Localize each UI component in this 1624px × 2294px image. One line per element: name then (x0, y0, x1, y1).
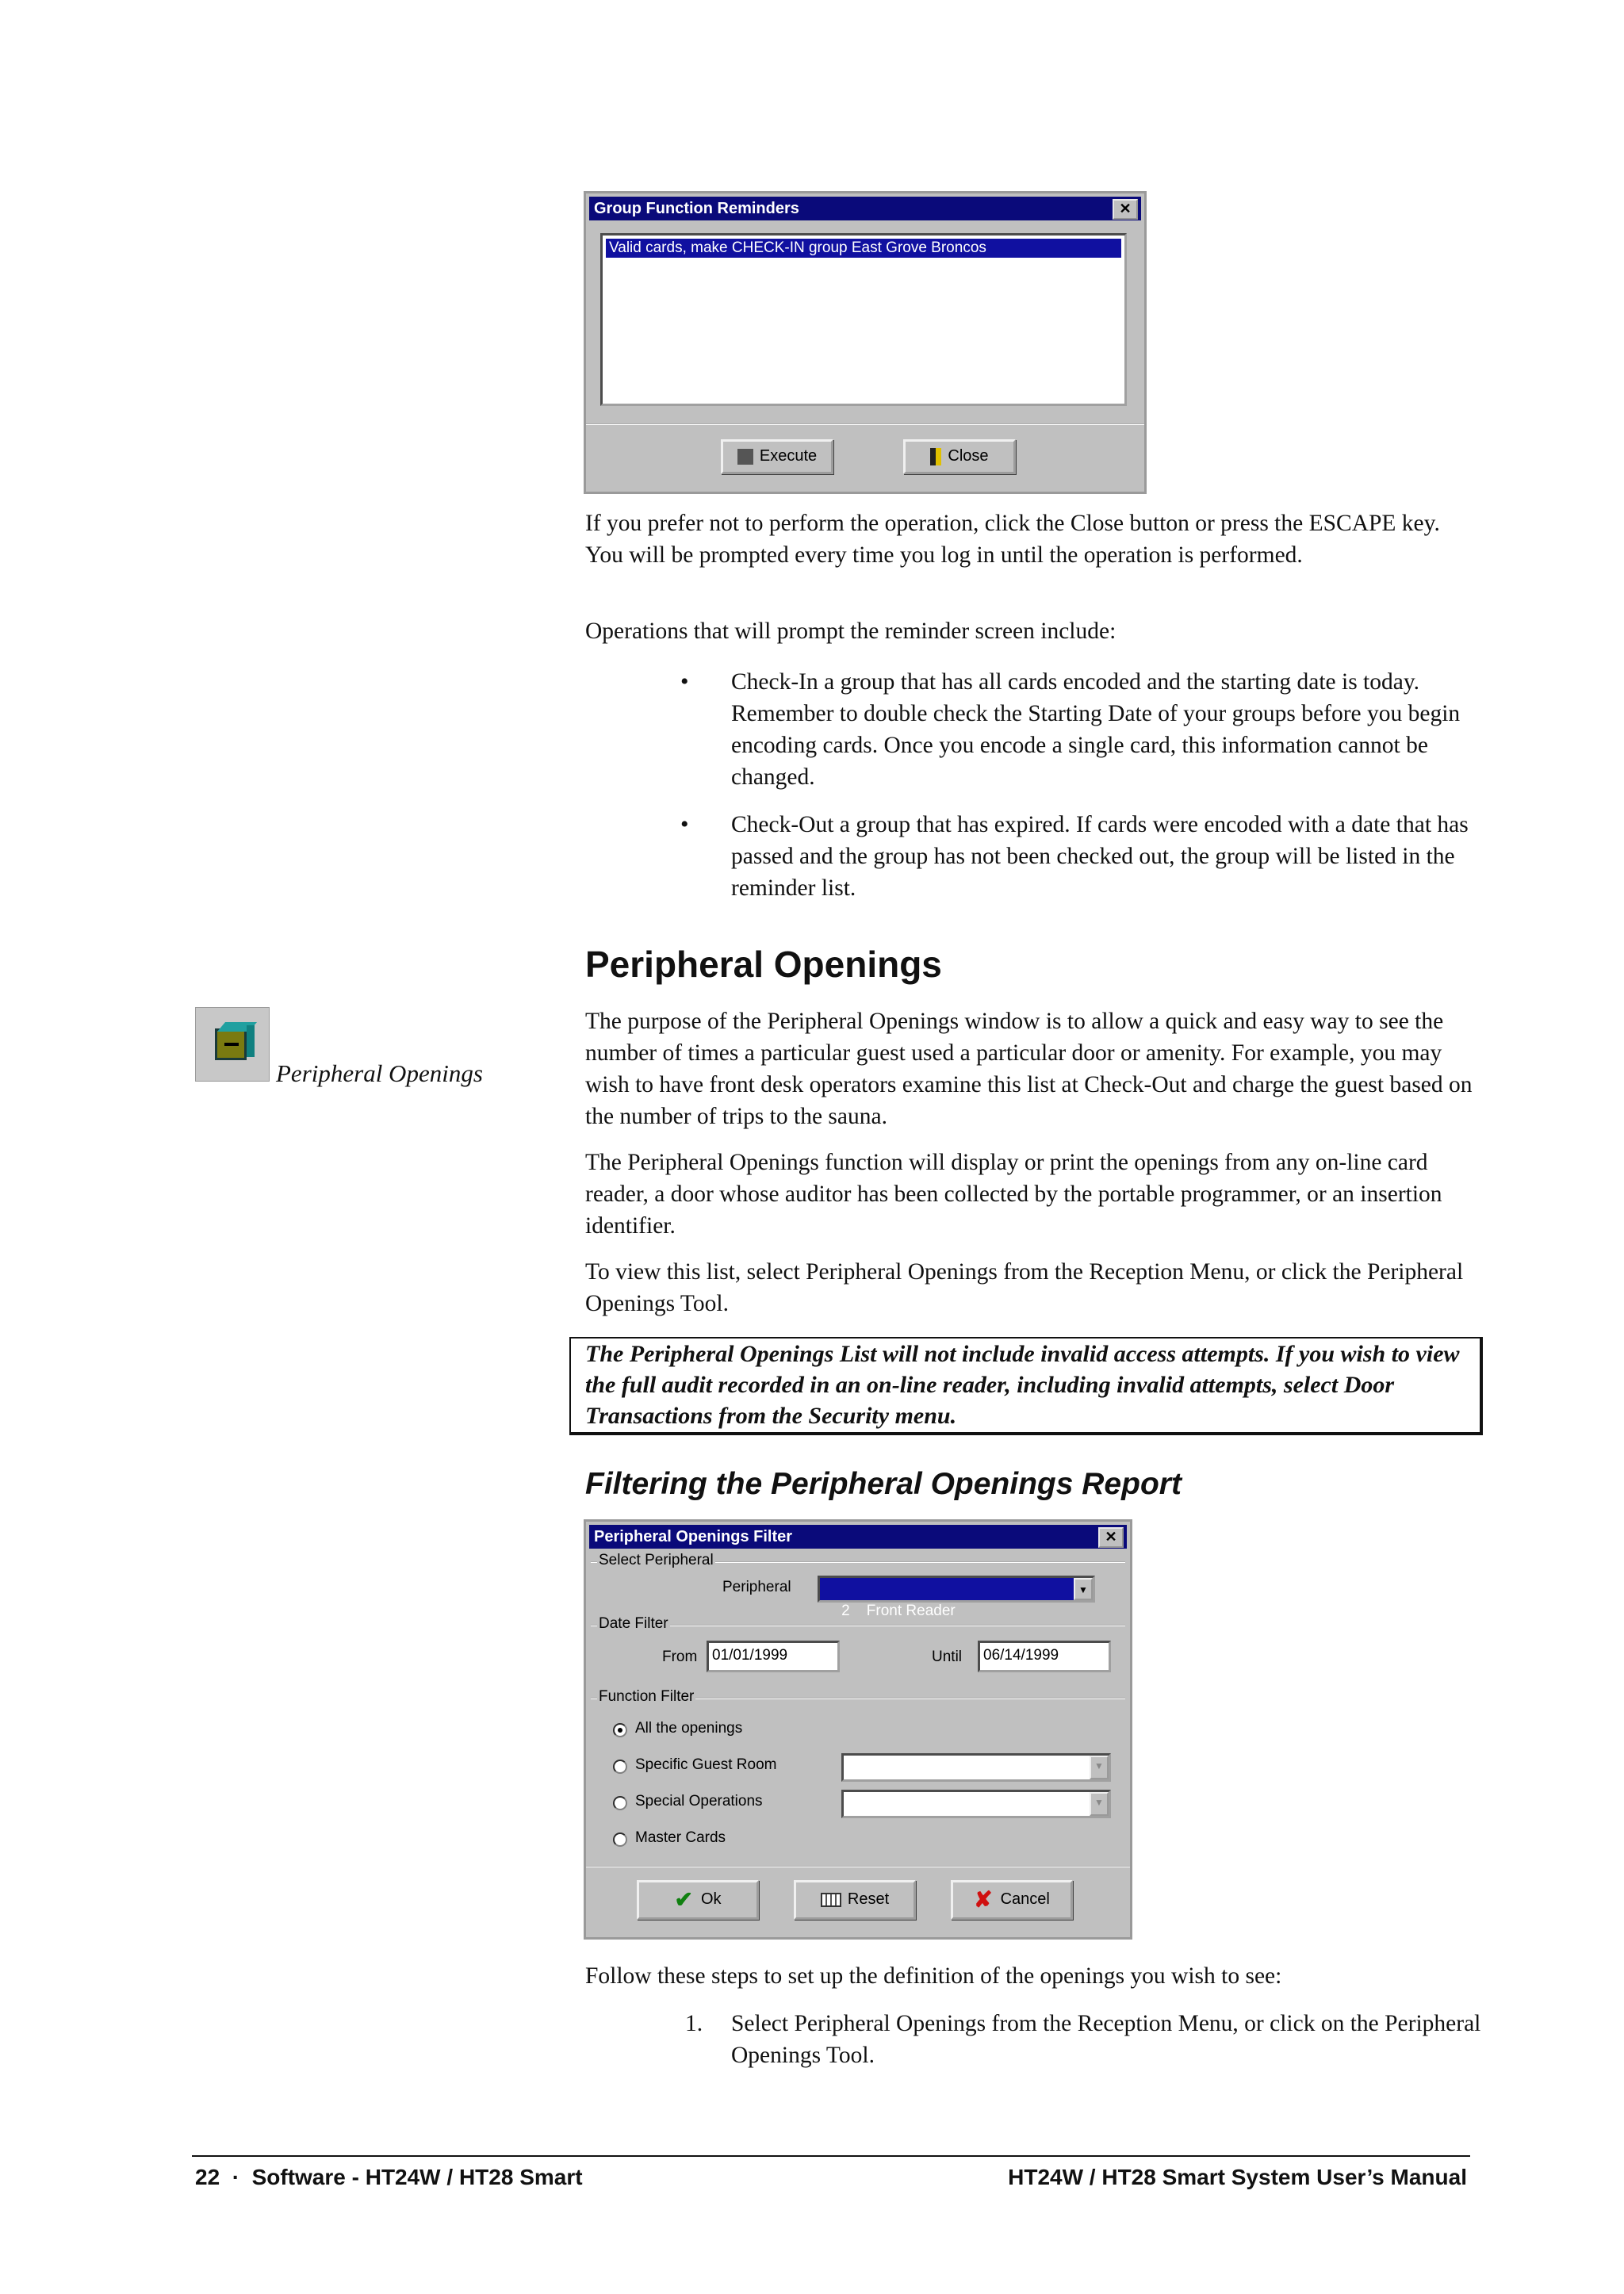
dialog-title: Group Function Reminders (594, 200, 799, 217)
dialog-title: Peripheral Openings Filter (594, 1528, 793, 1545)
until-date-value: 06/14/1999 (983, 1647, 1059, 1664)
group-label: Function Filter (599, 1688, 695, 1705)
x-icon: ✘ (974, 1886, 993, 1912)
paragraph-purpose: The purpose of the Peripheral Openings window is to allow a quick and easy way to see the number of times a particular guest used a particular door or amenity. For example, you may wish to have front desk operators examine this list at Check-Out and charge the guest based on the number of trips to the sauna. (585, 1009, 1473, 1129)
paragraph-display: The Peripheral Openings function will display or print the openings from any on-line card reader, a door whose auditor has been collected by the portable programmer, or an insertion identifier. (585, 1150, 1442, 1239)
bullet-marker: • (680, 668, 689, 695)
section-heading: Peripheral Openings (585, 944, 942, 985)
until-label: Until (932, 1649, 963, 1665)
peripheral-label: Peripheral (722, 1579, 791, 1595)
footer-right: HT24W / HT28 Smart System User’s Manual (1008, 2165, 1467, 2189)
radio-specific-guest-room[interactable] (613, 1760, 627, 1774)
radio-label: Specific Guest Room (635, 1756, 777, 1773)
dropdown-arrow-icon[interactable]: ▼ (1090, 1792, 1109, 1816)
paragraph-operations-intro: Operations that will prompt the reminder screen include: (585, 618, 1116, 644)
from-label: From (662, 1649, 698, 1665)
step-number: 1. (685, 2011, 703, 2036)
close-icon[interactable]: ✕ (1098, 1527, 1124, 1548)
peripheral-value: 2 Front Reader (841, 1603, 956, 1619)
from-date-value: 01/01/1999 (712, 1647, 788, 1664)
execute-button[interactable]: Execute (721, 439, 833, 474)
checkmark-icon: ✔ (674, 1886, 693, 1912)
radio-all-openings[interactable] (613, 1723, 627, 1737)
dropdown-arrow-icon[interactable]: ▼ (1090, 1756, 1109, 1779)
bullet-marker: • (680, 811, 689, 837)
group-label: Date Filter (599, 1615, 668, 1632)
subsection-heading: Filtering the Peripheral Openings Report (585, 1467, 1182, 1501)
reminder-list[interactable] (600, 233, 1127, 406)
dialog-divider (586, 423, 1144, 425)
note-text: The Peripheral Openings List will not include invalid access attempts. If you wish to view the full audit recorded in an on-line reader, including invalid attempts, select Door Transactions from the Security menu. (585, 1341, 1460, 1429)
group-function-reminders-dialog (584, 191, 1147, 494)
radio-special-operations[interactable] (613, 1796, 627, 1810)
footer-left: 22 · Software - HT24W / HT28 Smart (195, 2165, 583, 2189)
guest-room-select[interactable] (841, 1753, 1111, 1782)
special-operations-select[interactable] (841, 1790, 1111, 1818)
dropdown-arrow-icon[interactable]: ▼ (1074, 1578, 1093, 1600)
close-icon[interactable]: ✕ (1113, 199, 1138, 220)
dialog-divider (586, 1866, 1130, 1867)
reminder-list-item[interactable] (606, 239, 1121, 258)
cancel-button[interactable]: ✘ Cancel (951, 1880, 1073, 1920)
radio-label: Special Operations (635, 1793, 763, 1810)
bullet-item: Check-In a group that has all cards encoded and the starting date is today. Remember to double check the Starting Date of your groups before you begin encoding cards. Once you encode a single card, this information cannot be changed. (731, 669, 1461, 790)
reminder-list-item-text: Valid cards, make CHECK-IN group East Grove Broncos (609, 239, 986, 256)
note-box (569, 1337, 1483, 1435)
peripheral-openings-filter-dialog (584, 1519, 1132, 1940)
dialog-titlebar (589, 1525, 1127, 1549)
peripheral-openings-tool-icon[interactable] (195, 1007, 270, 1082)
execute-icon (737, 449, 753, 465)
paragraph-steps-intro: Follow these steps to set up the definition of the openings you wish to see: (585, 1963, 1282, 1989)
bullet-item: Check-Out a group that has expired. If cards were encoded with a date that has passed and the group has not been checked out, the group will be listed in the reminder list. (731, 812, 1469, 901)
step-item: Select Peripheral Openings from the Reception Menu, or click on the Peripheral Openings Tool. (731, 2011, 1481, 2068)
close-door-icon (930, 448, 941, 465)
radio-label: All the openings (635, 1720, 743, 1737)
ok-button[interactable]: ✔ Ok (637, 1880, 759, 1920)
peripheral-select[interactable] (818, 1576, 1095, 1619)
dialog-titlebar (589, 197, 1141, 220)
radio-master-cards[interactable] (613, 1833, 627, 1847)
close-button[interactable]: Close (903, 439, 1016, 474)
group-label: Select Peripheral (599, 1552, 714, 1568)
paragraph-view: To view this list, select Peripheral Openings from the Reception Menu, or click the Peripheral Openings Tool. (585, 1259, 1464, 1316)
until-date-input[interactable] (978, 1641, 1111, 1672)
calendar-icon (821, 1893, 841, 1907)
margin-label: Peripheral Openings (276, 1059, 483, 1087)
from-date-input[interactable] (707, 1641, 840, 1672)
radio-label: Master Cards (635, 1829, 726, 1846)
reset-button[interactable]: Reset (794, 1880, 916, 1920)
footer-rule (192, 2155, 1470, 2157)
paragraph-close-instructions: If you prefer not to perform the operation, click the Close button or press the ESCAPE key. You will be prompted every time you log in until the operation is performed. (585, 511, 1440, 568)
